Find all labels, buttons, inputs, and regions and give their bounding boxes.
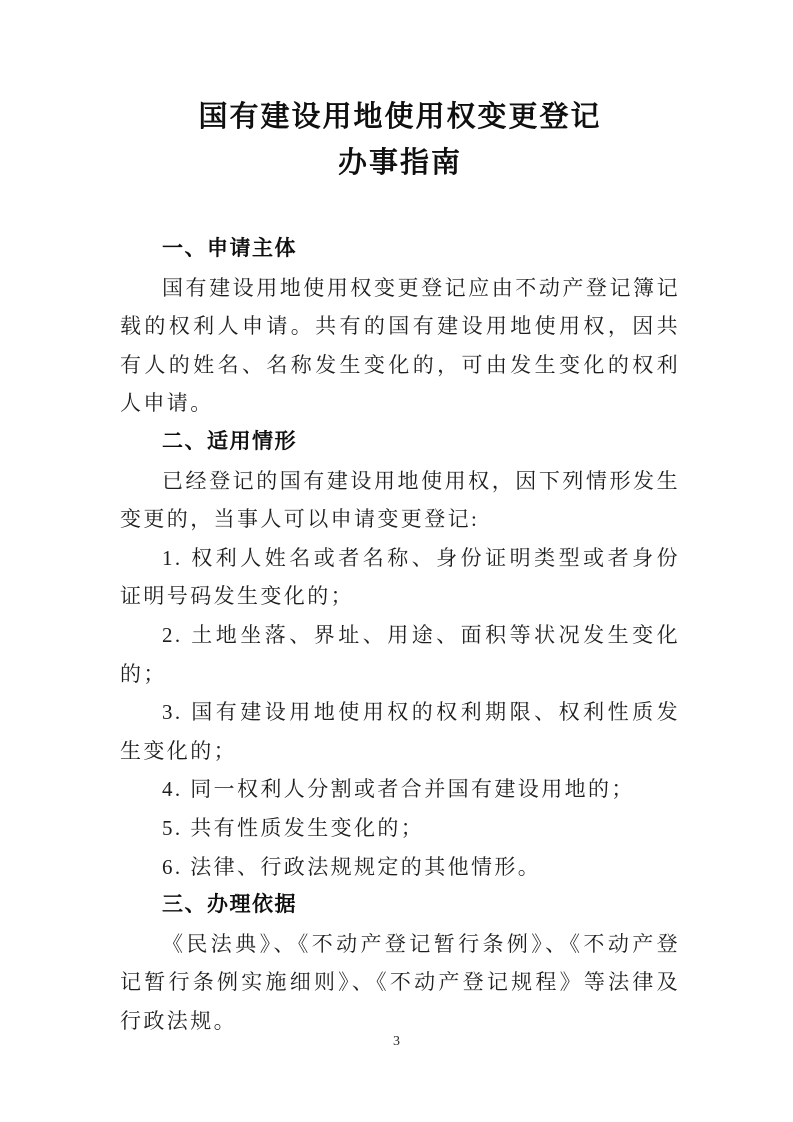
list-item: 4. 同一权利人分割或者合并国有建设用地的；: [162, 777, 635, 802]
paragraph: 已经登记的国有建设用地使用权，因下列情形发生变更的，当事人可以申请变更登记:: [120, 468, 680, 532]
paragraph: 《民法典》、《不动产登记暂行条例》、《不动产登记暂行条例实施细则》、《不动产登记规程》等法律及行政法规。: [120, 931, 680, 1033]
list-item: 5. 共有性质发生变化的；: [162, 815, 425, 840]
paragraph: 国有建设用地使用权变更登记应由不动产登记簿记载的权利人申请。共有的国有建设用地使用权，因共有人的姓名、名称发生变化的，可由发生变化的权利人申请。: [120, 275, 680, 416]
page-footer: [0, 1032, 793, 1050]
section-heading-application-subject: 一、申请主体: [162, 237, 297, 260]
title-line-2: 办事指南: [337, 147, 462, 179]
list-item: 3. 国有建设用地使用权的权利期限、权利性质发生变化的；: [120, 700, 680, 763]
page-number: 3: [393, 1034, 400, 1049]
list-item: 1. 权利人姓名或者名称、身份证明类型或者身份证明号码发生变化的；: [120, 545, 680, 609]
section-heading-applicable-situations: 二、适用情形: [162, 429, 297, 453]
list-item: 2. 土地坐落、界址、用途、面积等状况发生变化的；: [120, 622, 680, 686]
section-heading-legal-basis: 三、办理依据: [162, 893, 297, 917]
list-item: 6. 法律、行政法规规定的其他情形。: [162, 854, 542, 879]
document-title: [120, 94, 680, 186]
document-body: [120, 230, 680, 1040]
title-line-1: 国有建设用地使用权变更登记: [198, 101, 602, 133]
